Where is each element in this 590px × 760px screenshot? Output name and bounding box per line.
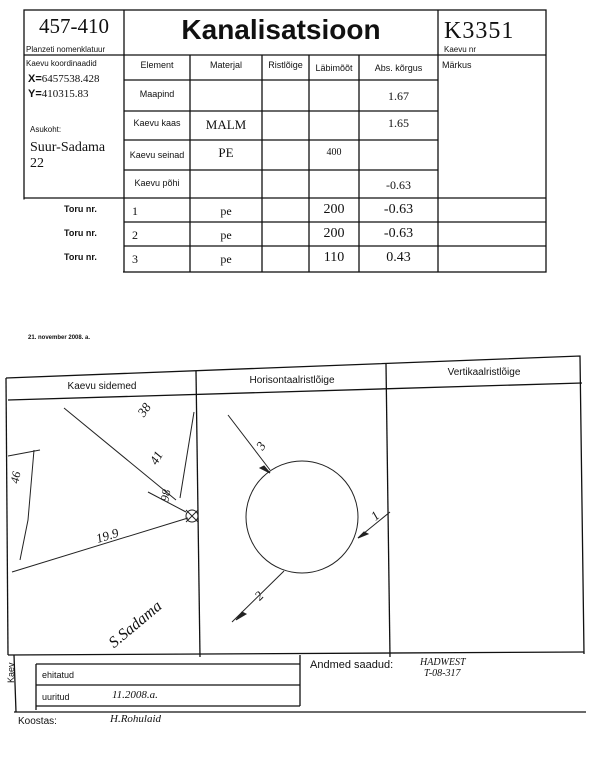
- row-element-ground: Maapind: [139, 89, 175, 99]
- sketch-label-19-9: 19.9: [94, 525, 121, 547]
- sketch-label-98: 98: [157, 488, 174, 503]
- pipe-2-material: pe: [220, 228, 232, 242]
- pipe-marker-1: 1: [367, 507, 383, 524]
- row-height-lid: 1.65: [388, 116, 409, 130]
- sheet-number: 457-410: [39, 14, 109, 38]
- row-element-walls: Kaevu seinad: [129, 150, 185, 160]
- col-header-material: Materjal: [209, 60, 242, 70]
- location-line-2: 22: [30, 156, 44, 171]
- kaev-label: Kaev: [6, 662, 16, 683]
- pipe-3-diameter: 110: [323, 250, 345, 265]
- location-line-1: Suur-Sadama: [30, 140, 106, 155]
- pipe-1-diameter: 200: [323, 202, 345, 217]
- sketch-label-41: 41: [146, 448, 166, 468]
- measured-date: 11.2008.a.: [112, 689, 158, 701]
- row-material-lid: MALM: [205, 117, 247, 132]
- location-caption: Asukoht:: [30, 125, 62, 134]
- pipe-3-number: 3: [132, 252, 138, 266]
- compiled-name: H.Rohulaid: [110, 713, 162, 725]
- pipe-3-height: 0.43: [386, 250, 411, 265]
- pipe-1-label: Toru nr.: [64, 204, 97, 214]
- row-height-bottom: -0.63: [386, 178, 411, 192]
- measured-label: uuritud: [42, 692, 70, 702]
- col-header-note: Märkus: [442, 60, 472, 70]
- coords-caption: Kaevu koordinaadid: [26, 59, 97, 68]
- data-from-label: Andmed saadud:: [310, 659, 394, 671]
- y-coordinate: [28, 88, 89, 100]
- row-diameter-walls: 400: [326, 147, 342, 158]
- pipe-1-material: pe: [220, 204, 232, 218]
- y-value: 410315.83: [41, 88, 89, 100]
- sketch-street-name: S.Sadama: [105, 597, 166, 652]
- row-element-lid: Kaevu kaas: [133, 118, 181, 128]
- panel-title-horizontal: Horisontaalristlõige: [249, 375, 335, 386]
- panel-title-vertical: Vertikaalristlõige: [447, 367, 521, 378]
- sheet-caption: Planzeti nomenklatuur: [26, 45, 106, 54]
- pipe-1-height: -0.63: [383, 202, 414, 217]
- compiled-label: Koostas:: [18, 716, 57, 727]
- pipe-marker-3: 3: [252, 438, 269, 453]
- col-header-cross-section: Ristlõige: [268, 60, 303, 70]
- row-material-walls: PE: [218, 145, 234, 160]
- x-coordinate: [28, 73, 100, 85]
- pipe-2-number: 2: [132, 228, 138, 242]
- row-element-bottom: Kaevu põhi: [134, 178, 180, 188]
- date-note: 21. november 2008. a.: [28, 335, 91, 341]
- well-number: K3351: [444, 18, 515, 44]
- col-header-diameter: Läbimõõt: [315, 63, 353, 73]
- pipe-2-diameter: 200: [323, 226, 345, 241]
- panel-title-connections: Kaevu sidemed: [67, 381, 137, 392]
- col-header-element: Element: [140, 60, 174, 70]
- pipe-marker-2: 2: [251, 588, 267, 604]
- col-header-abs-height: Abs. kõrgus: [374, 63, 423, 73]
- page-title: Kanalisatsioon: [181, 14, 381, 45]
- data-from-ref: T-08-317: [424, 668, 461, 679]
- well-caption: Kaevu nr: [444, 45, 477, 54]
- pipe-3-label: Toru nr.: [64, 252, 97, 262]
- x-value: 6457538.428: [41, 73, 100, 85]
- row-height-ground: 1.67: [388, 89, 409, 103]
- sketch-label-38: 38: [134, 400, 154, 420]
- data-from-company: HADWEST: [420, 657, 466, 668]
- pipe-1-number: 1: [132, 204, 138, 218]
- pipe-2-label: Toru nr.: [64, 228, 97, 238]
- y-label: Y=: [28, 88, 42, 100]
- x-label: X=: [28, 73, 42, 85]
- sketch-label-46: 46: [7, 470, 24, 485]
- pipe-3-material: pe: [220, 252, 232, 266]
- pipe-2-height: -0.63: [383, 226, 414, 241]
- built-label: ehitatud: [42, 670, 75, 680]
